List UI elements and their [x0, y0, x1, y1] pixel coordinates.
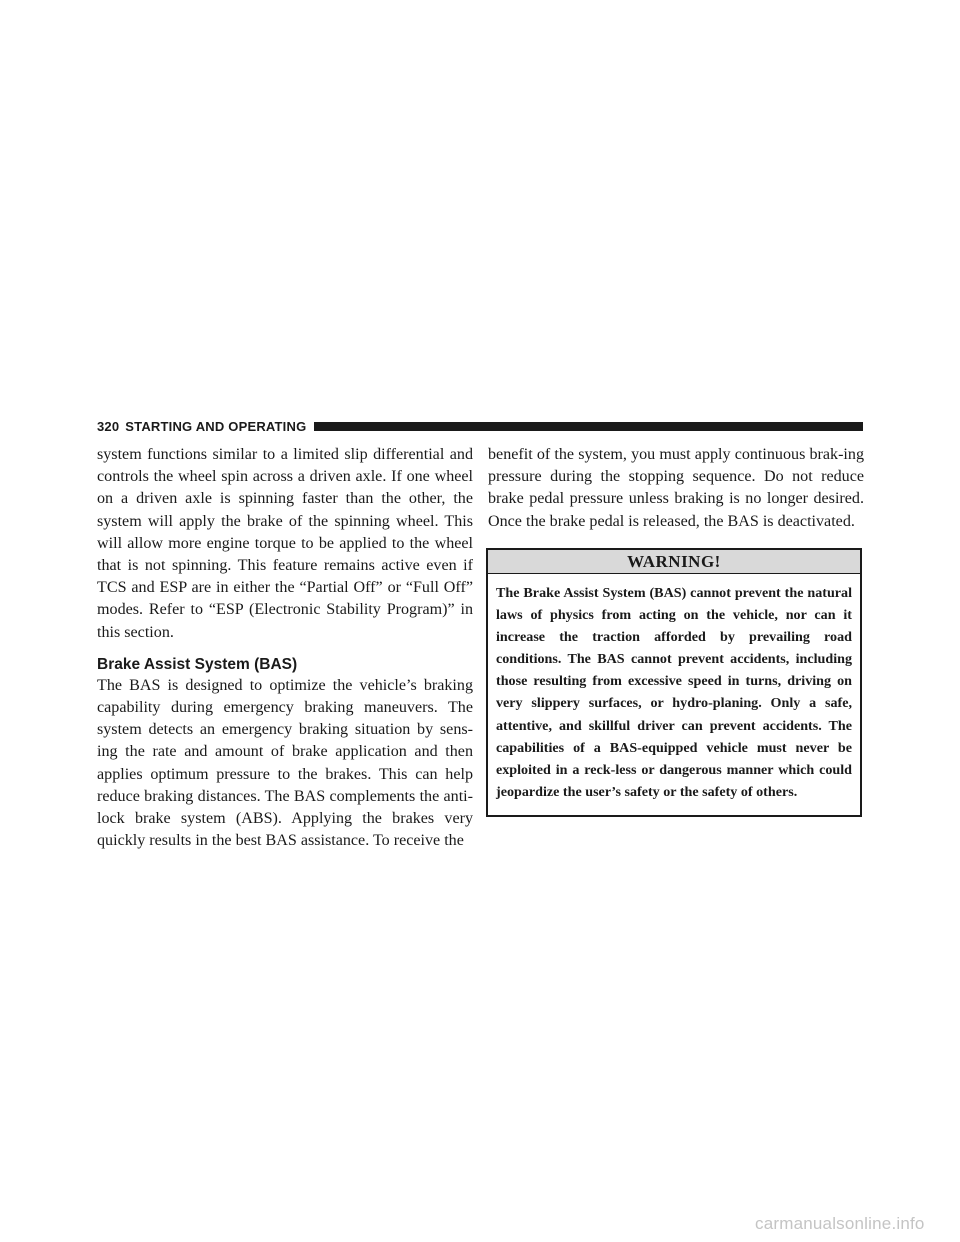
- paragraph-bas-intro: The BAS is designed to optimize the vehicle’s braking capability during emergency braking maneuvers. The system detects an emergency braking situation by sens-ing the rate and amount of brake application and then applies optimum pressure to the brakes. This can help reduce braking distances. The BAS complements the anti-lock brake system (ABS). Applying the brakes very quickly results in the best BAS assistance. To receive the: [97, 676, 473, 850]
- paragraph-limited-slip: system functions similar to a limited slip differential and controls the wheel spin across a driven axle. If one wheel on a driven axle is spinning faster than the other, the system will apply the brake of the spinning wheel. This will allow more engine torque to be applied to the wheel that is not spinning. This feature remains active even if TCS and ESP are in either the “Partial Off” or “Full Off” modes. Refer to “ESP (Electronic Stability Program)” in this section.: [97, 446, 473, 641]
- section-title: STARTING AND OPERATING: [125, 418, 307, 434]
- left-column: [97, 444, 473, 852]
- paragraph-bas-continued: benefit of the system, you must apply continuous brak-ing pressure during the stopping sequence. Do not reduce brake pedal pressure unless braking is no longer desired. Once the brake pedal is released, the BAS is deactivated.: [488, 446, 864, 530]
- warning-box: [486, 548, 862, 817]
- header-label: [97, 419, 314, 434]
- right-column: [488, 444, 864, 533]
- section-heading-bas: Brake Assist System (BAS): [97, 655, 298, 673]
- warning-title: WARNING!: [488, 550, 860, 574]
- warning-text: The Brake Assist System (BAS) cannot prevent the natural laws of physics from acting on the vehicle, nor can it increase the traction afforded by prevailing road conditions. The BAS cannot prevent accidents, including those resulting from excessive speed in turns, driving on very slippery surfaces, or hydro-planing. Only a safe, attentive, and skillful driver can prevent accidents. The capabilities of a BAS-equipped vehicle must never be exploited in a reck-less or dangerous manner which could jeopardize the user’s safety or the safety of others.: [496, 585, 852, 800]
- header-rule: [314, 422, 863, 431]
- page-header: [97, 418, 863, 434]
- page-number: 320: [97, 418, 120, 434]
- watermark-text: carmanualsonline.info: [755, 1214, 925, 1233]
